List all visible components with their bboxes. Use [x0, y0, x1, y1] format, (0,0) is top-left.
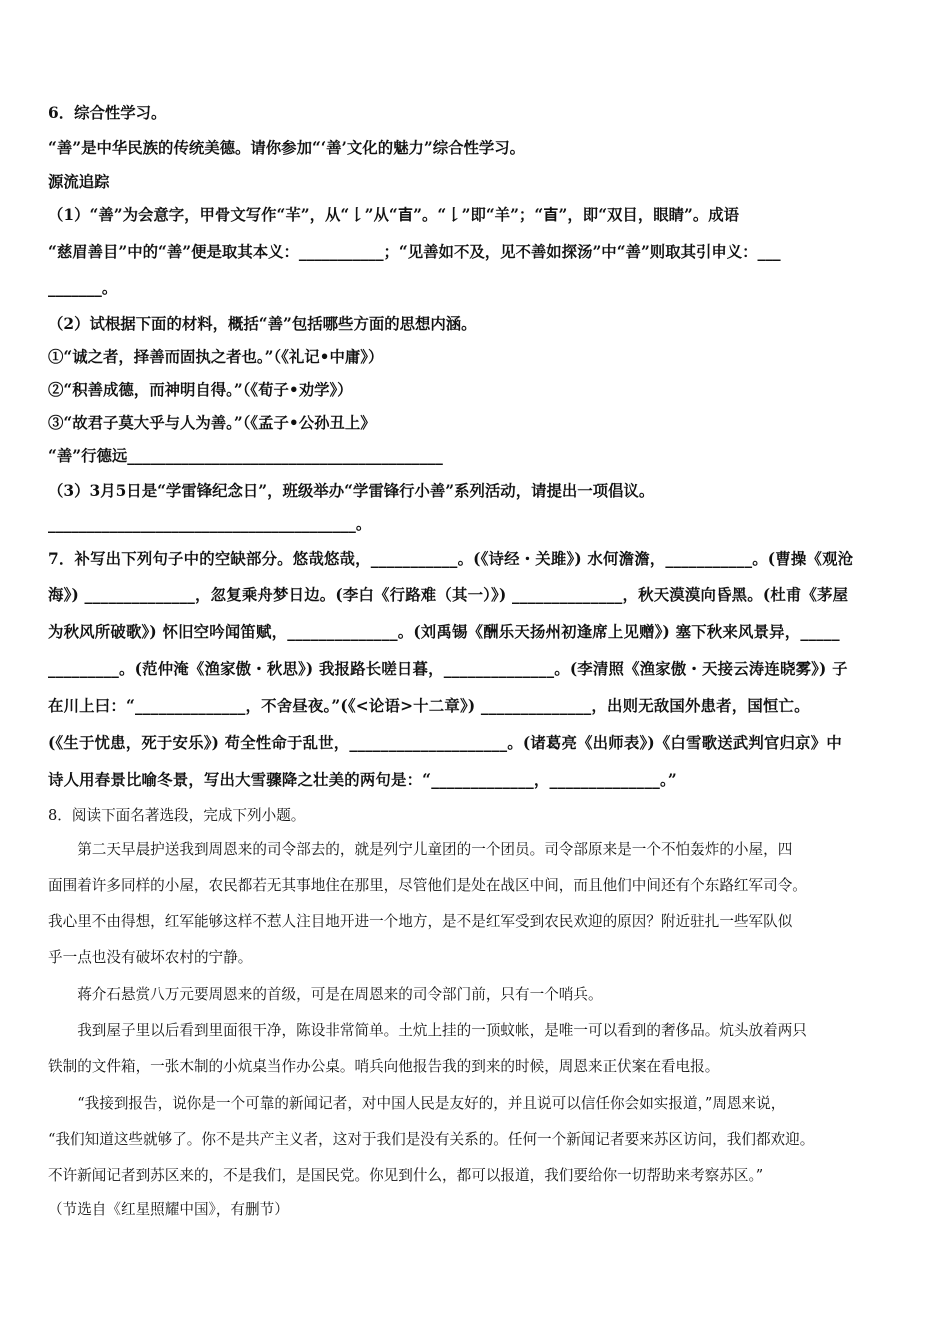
passage-line: 我心里不由得想，红军能够这样不惹人注目地开进一个地方，是不是红军受到农民欢迎的原因？附近驻扎一些军队似 [48, 913, 793, 930]
q6-material-1: ①“诚之者，择善而固执之者也。”（《礼记•中庸》） [48, 348, 384, 366]
q6-part1-line3: _______。 [48, 279, 118, 297]
q6-part3-blank: ________________________________________。 [48, 515, 372, 533]
q6-part2: （2）试根据下面的材料，概括“善”包括哪些方面的思想内涵。 [48, 315, 477, 333]
q6-intro: “善”是中华民族的传统美德。请你参加“‘善’文化的魅力”综合性学习。 [48, 139, 526, 157]
q7-line: 海》) ______________，忽复乘舟梦日边。(李白《行路难（其一）》) ______________，秋天漠漠向昏黑。(杜甫《茅屋 [48, 586, 849, 604]
q7-line: 为秋风所破歌》) 怀旧空吟闻笛赋，______________。(刘禹锡《酬乐天扬州初逢席上见赠》) 塞下秋来风景异，_____ [48, 623, 840, 641]
passage-line: 我到屋子里以后看到里面很干净，陈设非常简单。土炕上挂的一顶蚊帐，是唯一可以看到的奢侈品。炕头放着两只 [48, 1022, 807, 1039]
passage-line: “我接到报告，说你是一个可靠的新闻记者，对中国人民是友好的，并且说可以信任你会如实报道，”周恩来说， [48, 1095, 786, 1112]
q6-answer-line: “善”行德远_________________________________________ [48, 447, 443, 465]
passage-line: 铁制的文件箱，一张木制的小炕桌当作办公桌。哨兵向他报告我的到来的时候，周恩来正伏案在看电报。 [48, 1058, 720, 1075]
q7-line: 7．补写出下列句子中的空缺部分。悠哉悠哉，___________。(《诗经・关雎》) 水何澹澹，___________。(曹操《观沧 [48, 550, 854, 568]
passage-line: 乎一点也没有破坏农村的宁静。 [48, 949, 253, 966]
passage-line: 蒋介石悬赏八万元要周恩来的首级，可是在周恩来的司令部门前，只有一个哨兵。 [48, 986, 603, 1003]
q7-line: (《生于忧患，死于安乐》) 苟全性命于乱世，____________________。(诸葛亮《出师表》)《白雪歌送武判官归京》中 [48, 734, 842, 752]
q7-line: 在川上曰：“______________，不舍昼夜。”(《<论语>十二章》) ______________，出则无敌国外患者，国恒亡。 [48, 697, 810, 715]
passage-line: 面围着许多同样的小屋，农民都若无其事地住在那里，尽管他们是处在战区中间，而且他们中间还有个东路红军司令。 [48, 877, 807, 894]
q6-part3: （3）3月5日是“学雷锋纪念日”，班级举办“学雷锋行小善”系列活动，请提出一项倡议。 [48, 482, 655, 500]
q6-title: 6．综合性学习。 [48, 104, 167, 122]
q6-material-2: ②“积善成德，而神明自得。”（《荀子•劝学》） [48, 381, 353, 399]
q8-title: 8．阅读下面名著选段，完成下列小题。 [48, 807, 306, 824]
q6-part1-line2: “慈眉善目”中的“善”便是取其本义：___________；“见善如不及，见不善如探汤”中“善”则取其引申义：___ [48, 243, 781, 261]
passage-line: 不许新闻记者到苏区来的，不是我们，是国民党。你见到什么，都可以报道，我们要给你一切帮助来考察苏区。” [48, 1167, 764, 1184]
q7-line: 诗人用春景比喻冬景，写出大雪骤降之壮美的两句是：“_____________，______________。” [48, 771, 677, 789]
q6-material-3: ③“故君子莫大乎与人为善。”（《孟子•公孙丑上》 [48, 414, 376, 432]
q6-part1-line1: （1）“善”为会意字，甲骨文写作“𦍋”，从“𠄌”从“𥃭”。“𠄌”即“羊”；“𥃭”，即“双目，眼睛”。成语 [48, 206, 740, 224]
q7-line: _________。(范仲淹《渔家傲・秋思》) 我报路长嗟日暮，______________。(李清照《渔家傲・天接云涛连晓雾》) 子 [48, 660, 848, 678]
passage-line: “我们知道这些就够了。你不是共产主义者，这对于我们是没有关系的。任何一个新闻记者要来苏区访问，我们都欢迎。 [48, 1131, 815, 1148]
q6-section-heading: 源流追踪 [48, 173, 110, 191]
passage-source: （节选自《红星照耀中国》，有删节） [48, 1201, 289, 1218]
passage-line: 第二天早晨护送我到周恩来的司令部去的，就是列宁儿童团的一个团员。司令部原来是一个不怕轰炸的小屋，四 [48, 841, 793, 858]
